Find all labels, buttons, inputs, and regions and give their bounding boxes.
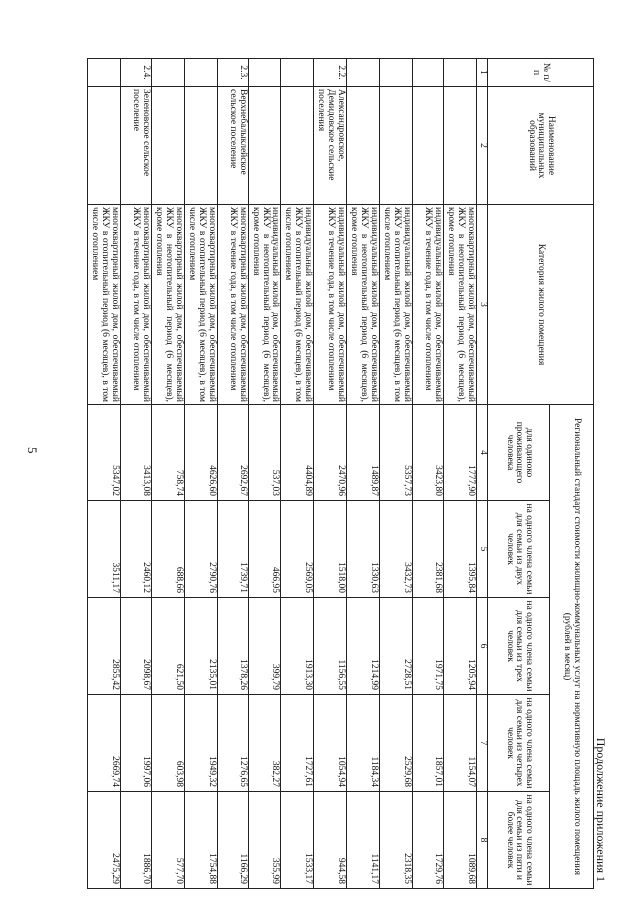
municipality-name: Верхнебалыклейское сельское поселение bbox=[217, 87, 248, 205]
standard-value: 1330,63 bbox=[347, 501, 380, 598]
standard-value: 5347,02 bbox=[87, 405, 120, 501]
row-number bbox=[444, 59, 477, 87]
standard-value: 1489,87 bbox=[347, 405, 380, 501]
standard-value: 2470,96 bbox=[314, 405, 347, 501]
standard-value: 1971,75 bbox=[413, 598, 444, 695]
standard-value: 1729,76 bbox=[413, 792, 444, 889]
standard-value: 1276,65 bbox=[217, 695, 248, 792]
row-number bbox=[380, 59, 413, 87]
row-number: 2.3. bbox=[217, 59, 248, 87]
standard-value: 1518,00 bbox=[314, 501, 347, 598]
column-number: 3 bbox=[477, 205, 488, 405]
housing-category: индивидуальный жилой дом, обеспечиваемый ЖКУ в течение года, в том числе отоплением bbox=[314, 205, 347, 405]
housing-category: индивидуальный жилой дом, обеспечиваемый ЖКУ в отопительный период (6 месяцев), в том числе отоплением bbox=[281, 205, 314, 405]
standard-value: 1533,17 bbox=[281, 792, 314, 889]
standard-value: 1156,55 bbox=[314, 598, 347, 695]
standard-value: 1997,06 bbox=[120, 695, 151, 792]
housing-category: многоквартирный жилой дом, обеспечиваемый ЖКУ в отопительный период (6 месяцев), в том числе отоплением bbox=[184, 205, 217, 405]
standard-value: 3423,80 bbox=[413, 405, 444, 501]
housing-category: многоквартирный жилой дом, обеспечиваемый ЖКУ в течение года, в том числе отоплением bbox=[217, 205, 248, 405]
column-number: 1 bbox=[477, 59, 488, 87]
municipality-name bbox=[151, 87, 184, 205]
standard-value: 1166,29 bbox=[217, 792, 248, 889]
table-row bbox=[87, 59, 120, 889]
municipality-name: Александровское, Демидовское сельские поселения bbox=[314, 87, 347, 205]
column-number: 8 bbox=[477, 792, 488, 889]
table-row bbox=[413, 59, 444, 889]
municipality-name bbox=[347, 87, 380, 205]
header-category: Категория жилого помещения bbox=[488, 205, 594, 405]
column-number: 5 bbox=[477, 501, 488, 598]
row-number bbox=[347, 59, 380, 87]
standard-value: 399,79 bbox=[248, 598, 281, 695]
standard-value: 1777,90 bbox=[444, 405, 477, 501]
standard-value: 1739,71 bbox=[217, 501, 248, 598]
appendix-caption: Продолжение приложения 1 bbox=[594, 737, 608, 882]
table-row bbox=[184, 59, 217, 889]
housing-category: многоквартирный жилой дом, обеспечиваемый ЖКУ в отопительный период (6 месяцев), в том числе отоплением bbox=[87, 205, 120, 405]
row-number bbox=[87, 59, 120, 87]
header-number: № п/п bbox=[488, 59, 594, 87]
standard-value: 1886,70 bbox=[120, 792, 151, 889]
standard-value: 4404,89 bbox=[281, 405, 314, 501]
header-sub-5: на одного члена семьи для семьи из пяти и более человек bbox=[488, 792, 550, 889]
standard-value: 2381,68 bbox=[413, 501, 444, 598]
tariff-table bbox=[87, 58, 594, 889]
table-row bbox=[314, 59, 347, 889]
standard-value: 2135,01 bbox=[184, 598, 217, 695]
row-number bbox=[248, 59, 281, 87]
municipality-name bbox=[87, 87, 120, 205]
standard-value: 1141,17 bbox=[347, 792, 380, 889]
rotated-page-content bbox=[78, 58, 608, 888]
row-number bbox=[281, 59, 314, 87]
header-standard: Региональный стандарт стоимости жилищно-коммунальных услуг на нормативную площадь жилого помещения (рублей в месяц) bbox=[550, 405, 594, 889]
standard-value: 2855,42 bbox=[87, 598, 120, 695]
standard-value: 3511,17 bbox=[87, 501, 120, 598]
standard-value: 3432,73 bbox=[380, 501, 413, 598]
table-row bbox=[217, 59, 248, 889]
standard-value: 1154,07 bbox=[444, 695, 477, 792]
standard-value: 537,03 bbox=[248, 405, 281, 501]
standard-value: 4626,60 bbox=[184, 405, 217, 501]
row-number: 2.4. bbox=[120, 59, 151, 87]
standard-value: 2692,67 bbox=[217, 405, 248, 501]
housing-category: многоквартирный жилой дом, обеспечиваемый ЖКУ в течение года, в том числе отоплением bbox=[120, 205, 151, 405]
table-row bbox=[120, 59, 151, 889]
header-sub-3: на одного члена семьи для семьи из трех человек bbox=[488, 598, 550, 695]
municipality-name bbox=[444, 87, 477, 205]
municipality-name bbox=[413, 87, 444, 205]
header-sub-1: для одиноко проживающего человека bbox=[488, 405, 550, 501]
standard-value: 2569,05 bbox=[281, 501, 314, 598]
standard-value: 5357,73 bbox=[380, 405, 413, 501]
standard-value: 1754,88 bbox=[184, 792, 217, 889]
standard-value: 2529,68 bbox=[380, 695, 413, 792]
standard-value: 2098,67 bbox=[120, 598, 151, 695]
standard-value: 2318,35 bbox=[380, 792, 413, 889]
standard-value: 758,74 bbox=[151, 405, 184, 501]
standard-value: 1205,94 bbox=[444, 598, 477, 695]
standard-value: 1089,68 bbox=[444, 792, 477, 889]
table-row bbox=[347, 59, 380, 889]
table-body bbox=[87, 59, 476, 889]
standard-value: 1857,01 bbox=[413, 695, 444, 792]
municipality-name bbox=[184, 87, 217, 205]
header-sub-2: на одного члена семьи для семьи из двух человек bbox=[488, 501, 550, 598]
standard-value: 2728,51 bbox=[380, 598, 413, 695]
column-number: 7 bbox=[477, 695, 488, 792]
standard-value: 466,95 bbox=[248, 501, 281, 598]
standard-value: 2669,74 bbox=[87, 695, 120, 792]
standard-value: 1727,61 bbox=[281, 695, 314, 792]
standard-value: 2475,29 bbox=[87, 792, 120, 889]
column-number: 4 bbox=[477, 405, 488, 501]
municipality-name bbox=[248, 87, 281, 205]
header-sub-4: на одного члена семьи для семьи из четырех человек bbox=[488, 695, 550, 792]
page-number: 5 bbox=[25, 447, 40, 454]
row-number bbox=[184, 59, 217, 87]
standard-value: 1378,26 bbox=[217, 598, 248, 695]
housing-category: индивидуальный жилой дом, обеспечиваемый ЖКУ в течение года, в том числе отоплением bbox=[413, 205, 444, 405]
table-row bbox=[444, 59, 477, 889]
table-row bbox=[151, 59, 184, 889]
municipality-name: Зеленовское сельское поселение bbox=[120, 87, 151, 205]
standard-value: 1214,99 bbox=[347, 598, 380, 695]
housing-category: многоквартирный жилой дом, обеспечиваемый ЖКУ в неотопительный период (6 месяцев), кроме отопления bbox=[444, 205, 477, 405]
standard-value: 355,99 bbox=[248, 792, 281, 889]
standard-value: 2790,76 bbox=[184, 501, 217, 598]
row-number: 2.2. bbox=[314, 59, 347, 87]
standard-value: 1054,94 bbox=[314, 695, 347, 792]
housing-category: индивидуальный жилой дом, обеспечиваемый ЖКУ в неотопительный период (6 месяцев), кроме отопления bbox=[347, 205, 380, 405]
table-row bbox=[248, 59, 281, 889]
standard-value: 382,27 bbox=[248, 695, 281, 792]
standard-value: 1949,32 bbox=[184, 695, 217, 792]
municipality-name bbox=[380, 87, 413, 205]
row-number bbox=[413, 59, 444, 87]
housing-category: многоквартирный жилой дом, обеспечиваемый ЖКУ в неотопительный период (6 месяцев), кроме отопления bbox=[151, 205, 184, 405]
standard-value: 577,70 bbox=[151, 792, 184, 889]
standard-value: 688,66 bbox=[151, 501, 184, 598]
standard-value: 3413,08 bbox=[120, 405, 151, 501]
table-row bbox=[380, 59, 413, 889]
standard-value: 944,58 bbox=[314, 792, 347, 889]
standard-value: 621,50 bbox=[151, 598, 184, 695]
standard-value: 1913,30 bbox=[281, 598, 314, 695]
column-number: 6 bbox=[477, 598, 488, 695]
column-number: 2 bbox=[477, 87, 488, 205]
table-row bbox=[281, 59, 314, 889]
standard-value: 2460,12 bbox=[120, 501, 151, 598]
standard-value: 603,98 bbox=[151, 695, 184, 792]
standard-value: 1184,34 bbox=[347, 695, 380, 792]
standard-value: 1395,84 bbox=[444, 501, 477, 598]
row-number bbox=[151, 59, 184, 87]
housing-category: индивидуальный жилой дом, обеспечиваемый ЖКУ в неотопительный период (6 месяцев), кроме отопления bbox=[248, 205, 281, 405]
municipality-name bbox=[281, 87, 314, 205]
housing-category: индивидуальный жилой дом, обеспечиваемый ЖКУ в отопительный период (6 месяцев), в том числе отоплением bbox=[380, 205, 413, 405]
header-municipality: Наименование муниципальных образований bbox=[488, 87, 594, 205]
